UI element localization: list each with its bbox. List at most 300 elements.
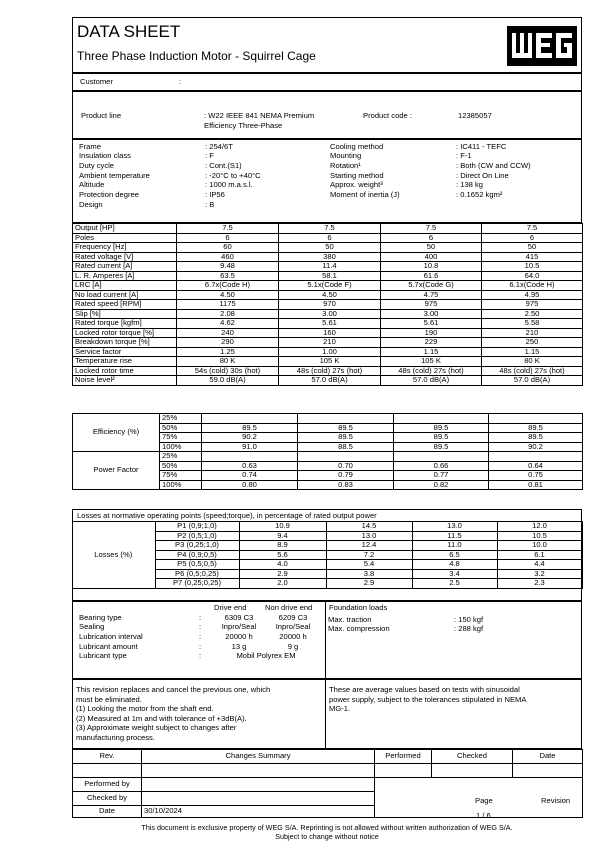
lubricant-value: Mobil Polyrex EM <box>236 651 296 661</box>
notes-right <box>329 685 526 714</box>
row-value: 89.5 <box>489 433 583 443</box>
note-line: (2) Measured at 1m and with tolerance of +3dB(A). <box>76 713 247 723</box>
row-value: 190 <box>381 328 482 338</box>
row-label: LRC [A] <box>73 281 177 291</box>
bearing-label: Lubricant amount <box>79 641 138 651</box>
bearing-nde-value: 20000 h <box>279 631 307 641</box>
operating-point: P2 (0,5;1,0) <box>155 531 239 541</box>
row-value: 90.2 <box>202 433 298 443</box>
row-value: 1175 <box>177 300 279 310</box>
row-value: 89.5 <box>489 423 583 433</box>
spec-value: : Cont.(S1) <box>205 160 242 170</box>
checked-header: Checked <box>432 750 513 764</box>
row-value: 10.5 <box>497 531 582 541</box>
note-line: manufacturing process. <box>76 732 155 742</box>
customer-label: Customer <box>80 77 113 86</box>
note-line: (3) Approximate weight subject to changes after <box>76 723 237 732</box>
row-value: 7.5 <box>279 224 381 234</box>
spec-label: Frame <box>79 141 101 151</box>
row-value: 89.5 <box>394 433 489 443</box>
performed-by-value <box>142 778 375 792</box>
date-cell <box>513 764 583 778</box>
spec-value: : 138 kg <box>456 180 484 190</box>
row-value: 975 <box>482 300 583 310</box>
table-row <box>73 281 583 291</box>
row-value: 10.5 <box>482 262 583 272</box>
note-line: (1) Looking the motor from the shaft end. <box>76 704 214 713</box>
row-value: 6.1x(Code H) <box>482 281 583 291</box>
revision-table <box>72 749 583 818</box>
row-value: 11.0 <box>412 541 497 551</box>
spec-row <box>329 152 532 162</box>
row-value: 57.0 dB(A) <box>482 376 583 386</box>
row-value: 6 <box>381 233 482 243</box>
note-line: These are average values based on tests with sinusoidal <box>329 685 520 694</box>
load-level: 100% <box>160 480 202 490</box>
spec-row <box>78 190 262 200</box>
product-line-value: : W22 IEEE 841 NEMA Premium <box>204 111 315 120</box>
row-label: Breakdown torque [%] <box>73 338 177 348</box>
bearing-colon: : <box>199 612 202 622</box>
table-row <box>73 300 583 310</box>
row-value: 0.81 <box>489 480 583 490</box>
row-value <box>298 452 394 462</box>
specs-left-table <box>78 142 262 210</box>
spec-value: : 0.1652 kgm² <box>456 190 503 200</box>
spec-value: : F <box>205 151 214 161</box>
product-line-label: Product line <box>81 111 122 120</box>
row-value: 3.00 <box>381 309 482 319</box>
customer-box <box>72 73 582 91</box>
row-value: 89.5 <box>202 423 298 433</box>
spec-label: Rotation¹ <box>330 160 361 170</box>
page-value: 1 / 6 <box>476 811 491 820</box>
foundation-value: : 150 kgf <box>454 614 484 624</box>
row-label: Service factor <box>73 347 177 357</box>
row-value: 80 K <box>177 357 279 367</box>
row-value: 64.0 <box>482 271 583 281</box>
row-value: 4.62 <box>177 319 279 329</box>
row-value: 6.1 <box>497 550 582 560</box>
performed-cell <box>375 764 432 778</box>
row-value: 970 <box>279 300 381 310</box>
weg-logo <box>507 26 577 66</box>
row-value: 6 <box>177 233 279 243</box>
row-value: 11.5 <box>412 531 497 541</box>
bearing-de-value: Inpro/Seal <box>221 622 257 632</box>
row-value: 0.82 <box>394 480 489 490</box>
operating-point: P1 (0,9;1,0) <box>155 522 239 532</box>
row-value: 10.8 <box>381 262 482 272</box>
bearing-row <box>78 613 320 623</box>
date-value: 30/10/2024 <box>142 806 375 818</box>
bearing-de-value: 20000 h <box>225 631 253 641</box>
power-factor-label: Power Factor <box>73 452 160 490</box>
spec-row <box>78 181 262 191</box>
row-value: 210 <box>279 338 381 348</box>
bearing-de-value: 6309 C3 <box>224 612 254 622</box>
spec-row <box>329 142 532 152</box>
table-row <box>72 522 582 532</box>
row-value: 48s (cold) 27s (hot) <box>279 366 381 376</box>
row-value: 50 <box>279 243 381 253</box>
row-value: 13.0 <box>326 531 412 541</box>
load-level: 75% <box>160 433 202 443</box>
table-row <box>73 357 583 367</box>
row-value: 0.79 <box>298 471 394 481</box>
row-value: 10.0 <box>497 541 582 551</box>
table-row <box>73 224 583 234</box>
table-row <box>73 338 583 348</box>
row-value: 415 <box>482 252 583 262</box>
spec-label: Duty cycle <box>79 160 115 170</box>
spec-label: Moment of inertia (J) <box>330 190 400 200</box>
row-value: 3.8 <box>326 569 412 579</box>
row-label: Rated speed [RPM] <box>73 300 177 310</box>
date-header: Date <box>513 750 583 764</box>
bearing-nde-value: 6209 C3 <box>278 612 308 622</box>
row-value: 2.9 <box>239 569 326 579</box>
row-value: 460 <box>177 252 279 262</box>
row-label: No load current [A] <box>73 290 177 300</box>
row-value <box>202 452 298 462</box>
row-value: 2.5 <box>412 579 497 589</box>
row-value <box>202 414 298 424</box>
changes-cell <box>142 764 375 778</box>
bearing-colon: : <box>199 631 202 641</box>
row-value: 54s (cold) 30s (hot) <box>177 366 279 376</box>
row-label: Rated torque [kgfm] <box>73 319 177 329</box>
row-value: 5.7x(Code G) <box>381 281 482 291</box>
foundation-label: Max. traction <box>328 614 372 624</box>
row-value: 2.08 <box>177 309 279 319</box>
spec-label: Starting method <box>330 170 384 180</box>
spec-value: : Direct On Line <box>456 170 509 180</box>
revision-label: Revision <box>541 796 571 805</box>
row-value: 2.9 <box>326 579 412 589</box>
spec-label: Insulation class <box>79 151 131 161</box>
row-value: 4.8 <box>412 560 497 570</box>
row-value: 89.5 <box>394 423 489 433</box>
bearing-row <box>78 632 320 642</box>
spec-row <box>329 181 532 191</box>
row-value: 0.80 <box>202 480 298 490</box>
spec-row <box>329 171 532 181</box>
row-value: 0.75 <box>489 471 583 481</box>
row-value: 7.5 <box>482 224 583 234</box>
row-value: 4.75 <box>381 290 482 300</box>
row-value: 5.6 <box>239 550 326 560</box>
rev-header: Rev. <box>73 750 142 764</box>
row-value: 8.9 <box>239 541 326 551</box>
table-row <box>73 243 583 253</box>
row-label: Frequency [Hz] <box>73 243 177 253</box>
spec-value: : B <box>205 199 215 209</box>
performed-by-row <box>73 778 583 792</box>
row-value: 5.58 <box>482 319 583 329</box>
row-value: 50 <box>381 243 482 253</box>
product-line-value-2: Efficiency Three-Phase <box>204 121 283 130</box>
row-value: 2.3 <box>497 579 582 589</box>
row-value: 0.70 <box>298 461 394 471</box>
checked-by-value <box>142 792 375 806</box>
spec-label: Protection degree <box>79 190 139 200</box>
row-value: 3.2 <box>497 569 582 579</box>
row-value: 4.0 <box>239 560 326 570</box>
operating-point: P5 (0,5;0,5) <box>155 560 239 570</box>
row-value: 2.0 <box>239 579 326 589</box>
row-value: 14.5 <box>326 522 412 532</box>
bearing-label: Lubrication interval <box>79 631 143 641</box>
row-value: 400 <box>381 252 482 262</box>
row-value: 58.1 <box>279 271 381 281</box>
document-title: DATA SHEET <box>77 22 181 41</box>
spec-label: Altitude <box>79 180 105 190</box>
row-value: 0.83 <box>298 480 394 490</box>
foundation-row <box>327 625 484 635</box>
row-value: 6 <box>482 233 583 243</box>
row-value: 160 <box>279 328 381 338</box>
operating-point: P4 (0,9;0,5) <box>155 550 239 560</box>
row-value: 380 <box>279 252 381 262</box>
row-value: 80 K <box>482 357 583 367</box>
weg-logo-icon <box>507 26 577 66</box>
spec-value: : IP56 <box>205 190 225 200</box>
row-value: 250 <box>482 338 583 348</box>
row-value: 3.00 <box>279 309 381 319</box>
bearing-colon: : <box>199 651 202 661</box>
spec-label: Cooling method <box>330 141 384 151</box>
row-value: 7.5 <box>381 224 482 234</box>
row-value: 11.4 <box>279 262 381 272</box>
bearing-de-value: 13 g <box>231 641 247 651</box>
row-value: 0.66 <box>394 461 489 471</box>
losses-table <box>72 521 583 589</box>
row-label: Slip [%] <box>73 309 177 319</box>
bearing-label: Bearing type <box>79 612 122 622</box>
row-value: 2.50 <box>482 309 583 319</box>
table-row <box>73 414 583 424</box>
spec-row <box>78 142 262 152</box>
row-value: 1.25 <box>177 347 279 357</box>
row-value: 12.4 <box>326 541 412 551</box>
row-value: 10.9 <box>239 522 326 532</box>
foundation-value: : 288 kgf <box>454 624 484 634</box>
row-value: 290 <box>177 338 279 348</box>
bearings-table <box>78 613 320 661</box>
notes-left <box>76 685 270 742</box>
row-label: Rated current [A] <box>73 262 177 272</box>
row-label: Noise level² <box>73 376 177 386</box>
row-value: 7.2 <box>326 550 412 560</box>
losses-heading: Losses at normative operating points (speed;torque), in percentage of rated output power <box>77 511 377 520</box>
lubricant-label: Lubricant type <box>79 651 127 661</box>
bearing-nde-value: 9 g <box>287 641 299 651</box>
spec-row <box>78 171 262 181</box>
row-value: 6 <box>279 233 381 243</box>
row-value <box>489 414 583 424</box>
row-value: 210 <box>482 328 583 338</box>
row-value: 90.2 <box>489 442 583 452</box>
checked-cell <box>432 764 513 778</box>
row-value: 3.4 <box>412 569 497 579</box>
load-level: 100% <box>160 442 202 452</box>
row-value: 229 <box>381 338 482 348</box>
row-value: 1.15 <box>482 347 583 357</box>
row-value: 4.50 <box>177 290 279 300</box>
bearing-row <box>78 623 320 633</box>
row-label: Locked rotor time <box>73 366 177 376</box>
spec-row <box>78 152 262 162</box>
page-revision-cell <box>375 778 583 818</box>
note-line: power supply, subject to the tolerances stipulated in NEMA <box>329 694 527 704</box>
operating-point: P3 (0,25;1,0) <box>155 541 239 551</box>
load-level: 75% <box>160 471 202 481</box>
row-value: 6.7x(Code H) <box>177 281 279 291</box>
operating-point: P6 (0,5;0,25) <box>155 569 239 579</box>
spec-label: Approx. weight³ <box>330 180 383 190</box>
spec-row <box>329 190 532 200</box>
spec-value: : F-1 <box>456 151 472 161</box>
note-line: must be eliminated. <box>76 694 142 704</box>
efficiency-label: Efficiency (%) <box>73 414 160 452</box>
spec-value: : 1000 m.a.s.l. <box>205 180 253 190</box>
row-label: Temperature rise <box>73 357 177 367</box>
row-value: 4.4 <box>497 560 582 570</box>
table-row <box>73 452 583 462</box>
table-row <box>73 319 583 329</box>
row-value: 50 <box>482 243 583 253</box>
drive-end-header: Drive end <box>214 603 247 612</box>
row-value: 0.74 <box>202 471 298 481</box>
row-value: 5.61 <box>279 319 381 329</box>
row-value: 91.0 <box>202 442 298 452</box>
row-value: 0.77 <box>394 471 489 481</box>
bearing-nde-value: Inpro/Seal <box>275 622 311 632</box>
row-value: 12.0 <box>497 522 582 532</box>
row-value: 57.0 dB(A) <box>381 376 482 386</box>
row-value: 13.0 <box>412 522 497 532</box>
rev-cell <box>73 764 142 778</box>
spec-row <box>78 200 262 210</box>
spec-value: : Both (CW and CCW) <box>456 160 531 170</box>
foundation-label: Max. compression <box>328 624 390 634</box>
row-label: Rated voltage [V] <box>73 252 177 262</box>
losses-label: Losses (%) <box>72 522 155 589</box>
revision-header-row <box>73 750 583 764</box>
row-label: L. R. Amperes [A] <box>73 271 177 281</box>
row-value: 1.00 <box>279 347 381 357</box>
performed-header: Performed <box>375 750 432 764</box>
row-value <box>394 414 489 424</box>
product-code-label: Product code : <box>363 111 412 120</box>
load-level: 50% <box>160 423 202 433</box>
row-value: 48s (cold) 27s (hot) <box>381 366 482 376</box>
spec-label: Mounting <box>330 151 362 161</box>
row-label: Poles <box>73 233 177 243</box>
row-value: 60 <box>177 243 279 253</box>
performed-by-label: Performed by <box>73 778 142 792</box>
row-value: 89.5 <box>298 423 394 433</box>
row-value: 59.0 dB(A) <box>177 376 279 386</box>
document-subtitle: Three Phase Induction Motor - Squirrel Cage <box>77 49 316 63</box>
spec-value: : -20°C to +40°C <box>205 170 261 180</box>
footer-line-2: Subject to change without notice <box>275 832 379 841</box>
spec-value: : 254/6T <box>205 141 233 151</box>
load-level: 25% <box>160 452 202 462</box>
note-line: This revision replaces and cancel the previous one, which <box>76 685 271 694</box>
row-value: 89.5 <box>394 442 489 452</box>
row-value: 4.95 <box>482 290 583 300</box>
row-value: 57.0 dB(A) <box>279 376 381 386</box>
row-value: 9.48 <box>177 262 279 272</box>
spec-row <box>78 161 262 171</box>
row-value <box>489 452 583 462</box>
row-value: 48s (cold) 27s (hot) <box>482 366 583 376</box>
row-value: 5.1x(Code F) <box>279 281 381 291</box>
row-value: 63.5 <box>177 271 279 281</box>
rated-data-table <box>72 223 583 386</box>
row-value <box>394 452 489 462</box>
foundation-row <box>327 615 484 625</box>
row-value: 1.15 <box>381 347 482 357</box>
row-value: 240 <box>177 328 279 338</box>
row-label: Output [HP] <box>73 224 177 234</box>
row-value: 89.5 <box>298 433 394 443</box>
spec-label: Ambient temperature <box>79 170 150 180</box>
row-value: 0.63 <box>202 461 298 471</box>
checked-by-label: Checked by <box>73 792 142 806</box>
product-box <box>72 91 582 139</box>
row-value: 6.5 <box>412 550 497 560</box>
row-value: 4.50 <box>279 290 381 300</box>
date-label: Date <box>73 806 142 818</box>
footer-line-1: This document is exclusive property of WEG S/A. Reprinting is not allowed without written authorization of WEG S/A. <box>141 823 513 832</box>
changes-summary-header: Changes Summary <box>142 750 375 764</box>
table-row <box>73 376 583 386</box>
row-label: Locked rotor torque [%] <box>73 328 177 338</box>
foundation-heading: Foundation loads <box>329 603 388 612</box>
row-value: 975 <box>381 300 482 310</box>
customer-colon: : <box>179 77 182 86</box>
row-value <box>298 414 394 424</box>
row-value: 61.6 <box>381 271 482 281</box>
row-value: 105 K <box>279 357 381 367</box>
foundation-box <box>325 601 582 679</box>
row-value: 5.61 <box>381 319 482 329</box>
bearing-colon: : <box>199 622 202 632</box>
row-value: 88.5 <box>298 442 394 452</box>
bearing-label: Sealing <box>79 622 105 632</box>
spec-row <box>329 161 532 171</box>
note-line: MG-1. <box>329 704 351 713</box>
spec-value: : IC411 - TEFC <box>456 141 507 151</box>
row-value: 0.64 <box>489 461 583 471</box>
bearing-row <box>78 652 320 662</box>
foundation-table <box>327 615 484 634</box>
operating-point: P7 (0,25;0,25) <box>155 579 239 589</box>
row-value: 9.4 <box>239 531 326 541</box>
specs-right-table <box>329 142 532 200</box>
load-level: 50% <box>160 461 202 471</box>
revision-entry-row <box>73 764 583 778</box>
table-row <box>73 262 583 272</box>
efficiency-pf-table <box>72 413 583 490</box>
row-value: 5.4 <box>326 560 412 570</box>
row-value: 105 K <box>381 357 482 367</box>
page-label: Page <box>475 796 493 805</box>
bearing-row <box>78 642 320 652</box>
